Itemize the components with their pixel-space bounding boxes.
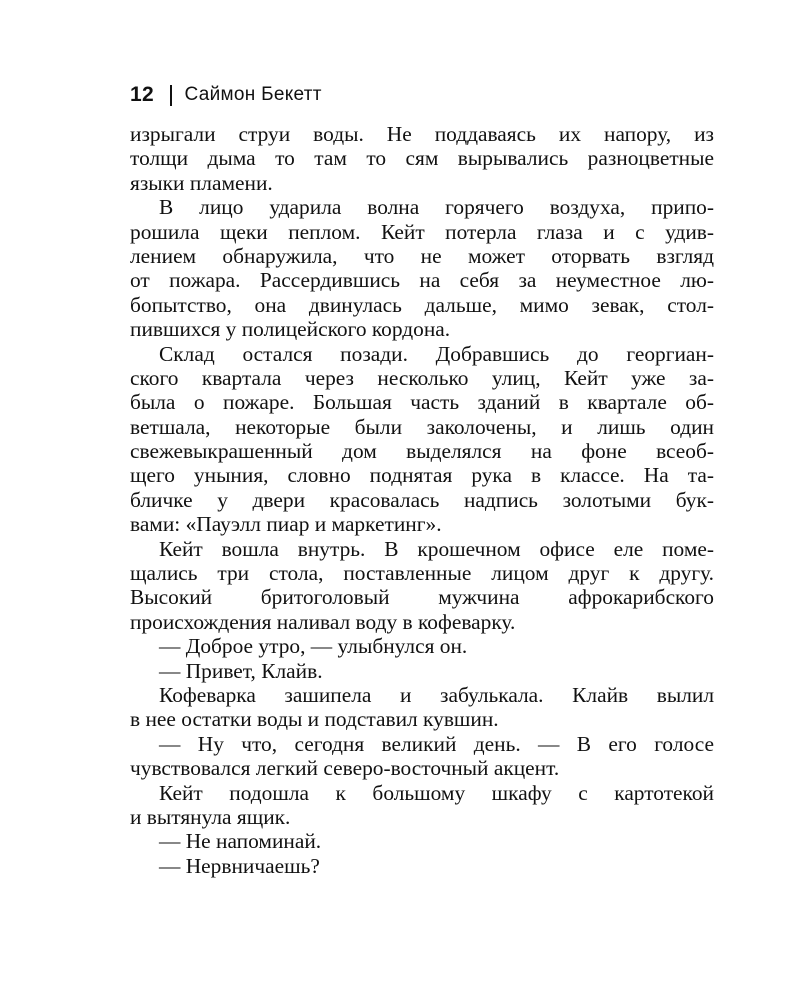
text-line: от пожара. Рассердившись на себя за неуместное лю- <box>130 268 714 293</box>
text-line: Кофеварка зашипела и забулькала. Клайв вылил <box>159 682 714 707</box>
text-line: щались три стола, поставленные лицом друг к другу. <box>130 561 714 586</box>
text-line: пившихся у полицейского кордона. <box>130 317 451 342</box>
header-separator <box>170 85 173 106</box>
text-line: — Не напоминай. <box>159 829 322 854</box>
text-line: щего уныния, словно поднятая рука в классе. На та- <box>130 463 714 488</box>
running-header <box>130 80 322 110</box>
text-line: — Нервничаешь? <box>159 853 320 878</box>
text-line: была о пожаре. Большая часть зданий в квартале об- <box>130 390 714 415</box>
text-line: Кейт вошла внутрь. В крошечном офисе еле поме- <box>159 536 714 561</box>
body-text <box>130 122 714 878</box>
text-line: изрыгали струи воды. Не поддаваясь их напору, из <box>130 122 714 146</box>
text-line: и вытянула ящик. <box>130 804 291 829</box>
text-line: — Ну что, сегодня великий день. — В его голосе <box>159 731 714 756</box>
text-line: — Привет, Клайв. <box>159 658 323 683</box>
text-line: языки пламени. <box>130 170 273 195</box>
text-line: вами: «Пауэлл пиар и маркетинг». <box>130 512 442 537</box>
text-line: происхождения наливал воду в кофеварку. <box>130 609 516 634</box>
author-name: Саймон Бекетт <box>184 84 322 105</box>
text-line: рошила щеки пеплом. Кейт потерла глаза и с удив- <box>130 219 714 244</box>
text-line: свежевыкрашенный дом выделялся на фоне всеоб- <box>130 439 714 464</box>
text-line: В лицо ударила волна горячего воздуха, припо- <box>159 195 714 220</box>
text-line: ветшала, некоторые были заколочены, и лишь один <box>130 414 714 439</box>
text-line: Склад остался позади. Добравшись до георгиан- <box>159 341 714 366</box>
text-line: толщи дыма то там то сям вырывались разноцветные <box>130 146 714 171</box>
text-line: лением обнаружила, что не может оторвать взгляд <box>130 243 714 268</box>
text-line: — Доброе утро, — улыбнулся он. <box>159 634 468 659</box>
text-line: ского квартала через несколько улиц, Кейт уже за- <box>130 365 714 390</box>
text-line: в нее остатки воды и подставил кувшин. <box>130 707 499 732</box>
page-number: 12 <box>130 83 154 106</box>
text-line: чувствовался легкий северо-восточный акцент. <box>130 756 560 781</box>
text-line: бличке у двери красовалась надпись золотыми бук- <box>130 487 714 512</box>
text-line: Кейт подошла к большому шкафу с картотекой <box>159 780 714 805</box>
text-line: Высокий бритоголовый мужчина афрокарибского <box>130 585 714 610</box>
text-line: бопытство, она двинулась дальше, мимо зевак, стол- <box>130 292 714 317</box>
